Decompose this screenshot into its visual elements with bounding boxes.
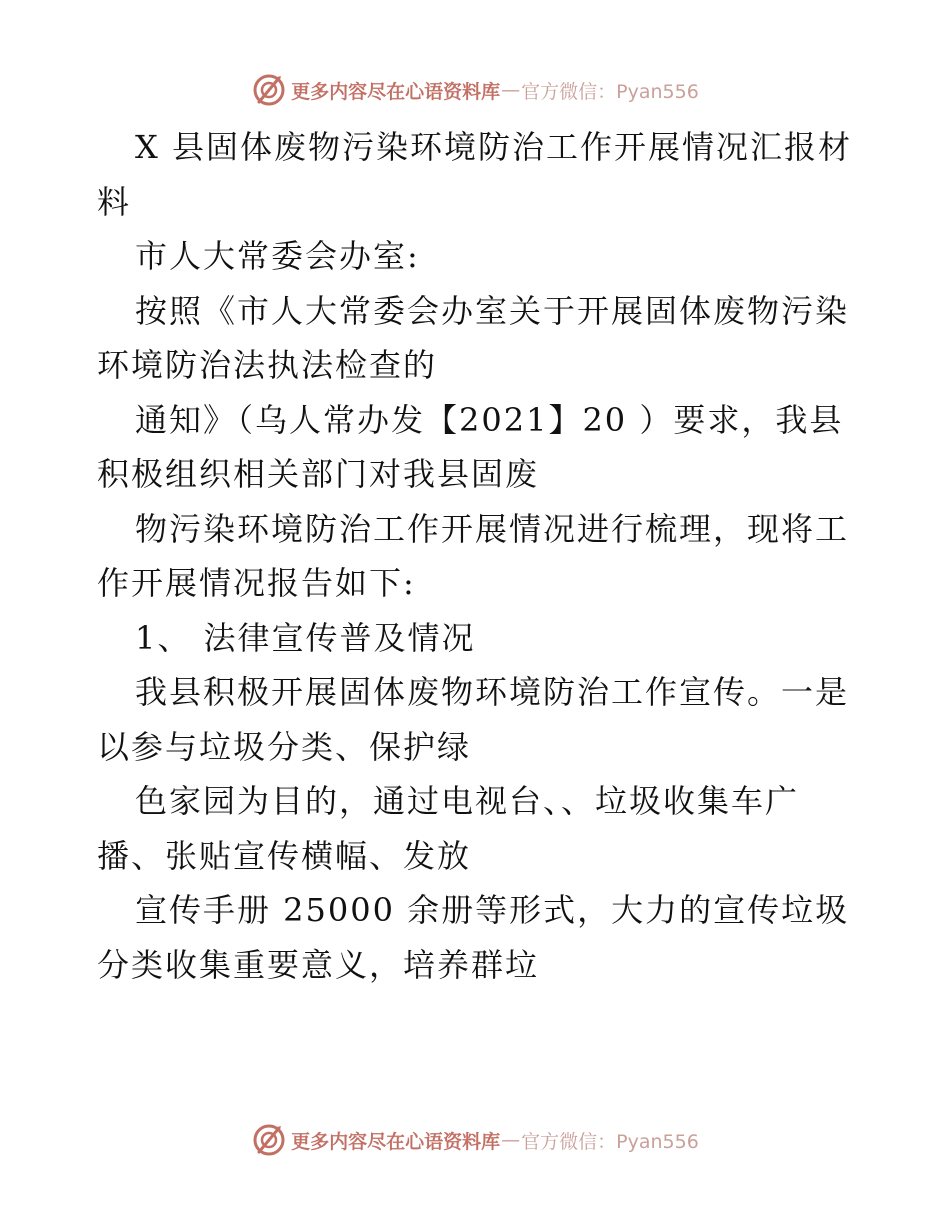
document-line: X 县固体废物污染环境防治工作开展情况汇报材: [135, 128, 852, 166]
brand-logo-icon: [251, 1122, 287, 1158]
footer-watermark: [0, 1120, 950, 1160]
watermark-site-text: 更多内容尽在心语资料库: [291, 1130, 501, 1153]
watermark-separator: —: [501, 79, 521, 101]
watermark-official-text: 官方微信：Pyan556: [521, 80, 699, 103]
document-line: 料: [97, 182, 132, 221]
document-line: 作开展情况报告如下:: [97, 564, 416, 602]
document-line: 宣传手册 25000 余册等形式，大力的宣传垃圾: [135, 891, 850, 929]
section-heading: 1、 法律宣传普及情况: [135, 618, 476, 657]
document-line: 分类收集重要意义，培养群垃: [97, 945, 540, 984]
watermark-separator: —: [501, 1129, 521, 1151]
document-line: 播、张贴宣传横幅、发放: [97, 836, 472, 875]
document-line: 色家园为目的，通过电视台、、垃圾收集车广: [135, 782, 800, 820]
header-watermark: [0, 70, 950, 110]
document-line: 我县积极开展固体废物环境防治工作宣传。一是: [135, 673, 850, 711]
brand-logo-icon: [251, 72, 287, 108]
document-line: 以参与垃圾分类、保护绿: [97, 727, 472, 766]
document-body: [97, 120, 857, 992]
document-line: 积极组织相关部门对我县固废: [97, 455, 540, 493]
document-line: 物污染环境防治工作开展情况进行梳理，现将工: [135, 509, 850, 548]
watermark-official-text: 官方微信：Pyan556: [521, 1130, 699, 1153]
document-line: 按照《市人大常委会办室关于开展固体废物污染: [135, 291, 850, 330]
watermark-site-text: 更多内容尽在心语资料库: [291, 80, 501, 103]
document-line: 通知》（乌人常办发【2021】20 ）要求，我县: [135, 400, 844, 439]
document-line: 环境防治法执法检查的: [97, 346, 438, 384]
document-line: 市人大常委会办室:: [135, 237, 420, 275]
